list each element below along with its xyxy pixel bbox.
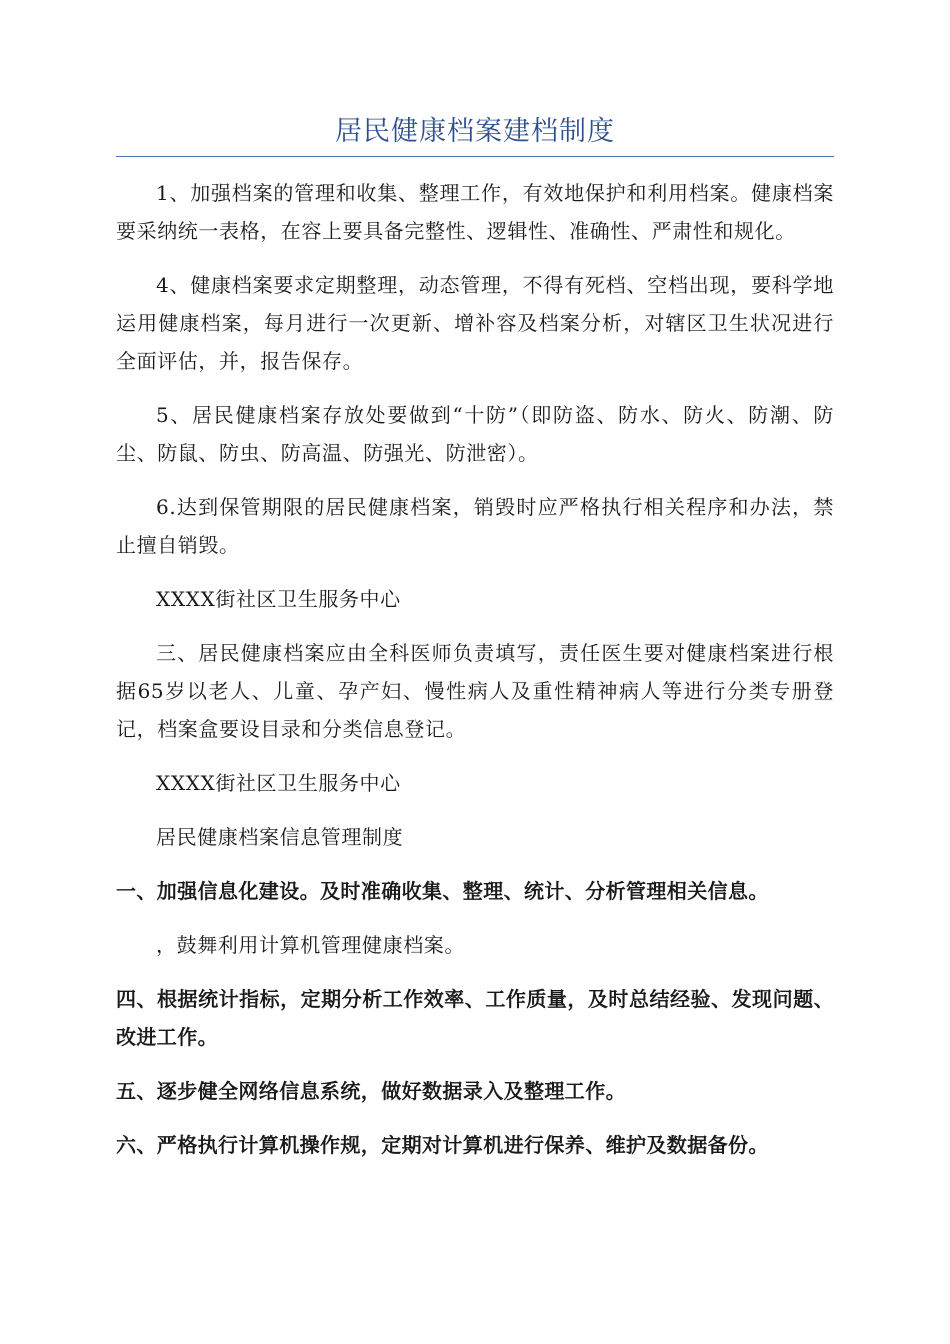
paragraph-4: 4、健康档案要求定期整理，动态管理，不得有死档、空档出现，要科学地运用健康档案，每月进行一次更新、增补容及档案分析，对辖区卫生状况进行全面评估，并，报告保存。 — [116, 273, 834, 373]
signature-line-1: XXXX街社区卫生服务中心 — [156, 587, 401, 611]
paragraph-6: 6.达到保管期限的居民健康档案，销毁时应严格执行相关程序和办法，禁止擅自销毁。 — [116, 495, 834, 557]
paragraph-5: 5、居民健康档案存放处要做到“十防”（即防盗、防水、防火、防潮、防尘、防鼠、防虫、防高温、防强光、防泄密）。 — [116, 403, 834, 465]
bold-item-5: 五、逐步健全网络信息系统，做好数据录入及整理工作。 — [116, 1079, 626, 1103]
bold-item-4: 四、根据统计指标，定期分析工作效率、工作质量，及时总结经验、发现问题、改进工作。 — [116, 987, 834, 1049]
paragraph-computer: ，鼓舞利用计算机管理健康档案。 — [156, 933, 465, 957]
signature-line-2: XXXX街社区卫生服务中心 — [156, 771, 401, 795]
document-body — [116, 174, 834, 1180]
document-title: 居民健康档案建档制度 — [335, 116, 615, 147]
paragraph-san: 三、居民健康档案应由全科医师负责填写，责任医生要对健康档案进行根据65岁以老人、儿童、孕产妇、慢性病人及重性精神病人等进行分类专册登记，档案盒要设目录和分类信息登记。 — [116, 641, 834, 741]
bold-item-1: 一、加强信息化建设。及时准确收集、整理、统计、分析管理相关信息。 — [116, 879, 769, 903]
bold-item-6: 六、严格执行计算机操作规，定期对计算机进行保养、维护及数据备份。 — [116, 1133, 769, 1157]
paragraph-1: 1、加强档案的管理和收集、整理工作，有效地保护和利用档案。健康档案要采纳统一表格，在容上要具备完整性、逻辑性、准确性、严肃性和规化。 — [116, 181, 834, 243]
title-block — [116, 112, 834, 157]
subsection-title: 居民健康档案信息管理制度 — [156, 825, 404, 849]
